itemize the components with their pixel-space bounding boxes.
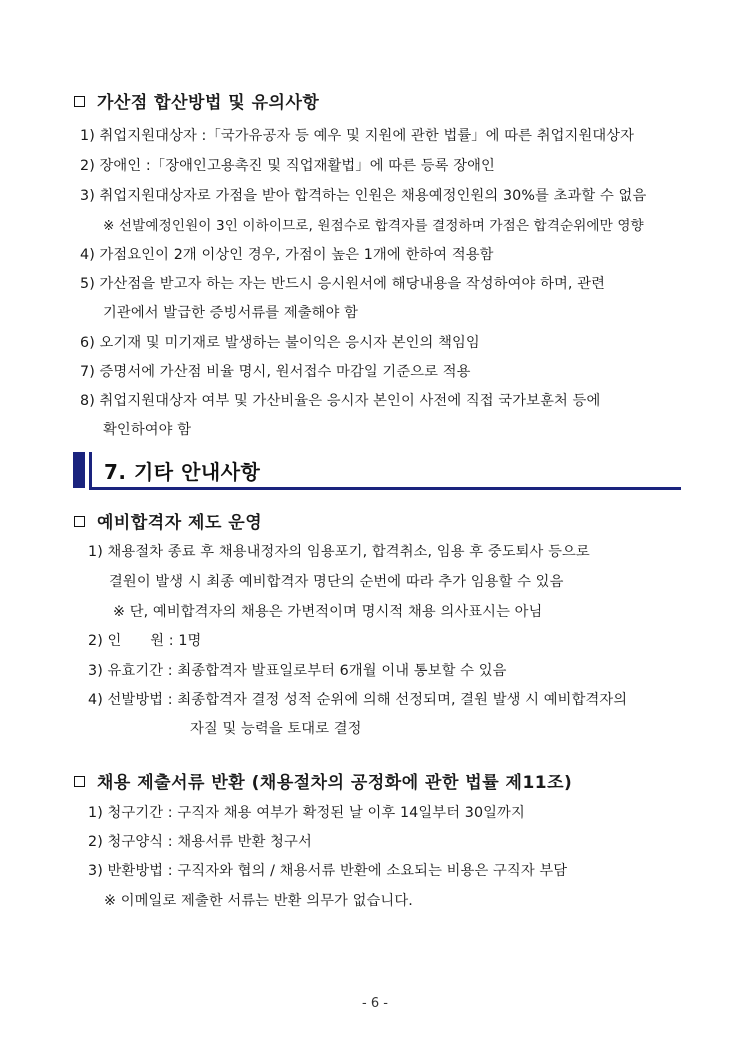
page-number: - 6 -	[362, 996, 388, 1011]
list-item: 1) 청구기간 : 구직자 채용 여부가 확정된 날 이후 14일부터 30일까지	[88, 805, 525, 821]
list-item-continuation: 결원이 발생 시 최종 예비합격자 명단의 순번에 따라 추가 임용할 수 있음	[109, 574, 564, 590]
checkbox-square-icon	[74, 96, 85, 107]
list-item-continuation: 확인하여야 함	[103, 422, 192, 438]
section-heading-bonus	[74, 88, 319, 113]
checkbox-square-icon	[74, 776, 85, 787]
list-item: 2) 장애인 :「장애인고용촉진 및 직업재활법」에 따른 등록 장애인	[80, 158, 495, 174]
checkbox-square-icon	[74, 516, 85, 527]
list-item: 2) 청구양식 : 채용서류 반환 청구서	[88, 834, 312, 850]
note-item: ※ 이메일로 제출한 서류는 반환 의무가 없습니다.	[104, 893, 413, 909]
list-item: 1) 채용절차 종료 후 채용내정자의 임용포기, 합격취소, 임용 후 중도퇴사 등으로	[88, 544, 590, 560]
heading-text: 예비합격자 제도 운영	[97, 513, 263, 533]
note-item: ※ 단, 예비합격자의 채용은 가변적이며 명시적 채용 의사표시는 아님	[113, 604, 543, 620]
section-title-7	[73, 452, 681, 490]
title-underline	[89, 487, 681, 490]
title-accent-line	[89, 452, 92, 488]
list-item: 3) 반환방법 : 구직자와 협의 / 채용서류 반환에 소요되는 비용은 구직자 부담	[88, 863, 568, 879]
list-item-continuation: 자질 및 능력을 토대로 결정	[190, 721, 362, 737]
list-item: 1) 취업지원대상자 :「국가유공자 등 예우 및 지원에 관한 법률」에 따른 취업지원대상자	[80, 128, 635, 144]
list-item: 5) 가산점을 받고자 하는 자는 반드시 응시원서에 해당내용을 작성하여야 하며, 관련	[80, 276, 606, 292]
list-item: 4) 가점요인이 2개 이상인 경우, 가점이 높은 1개에 한하여 적용함	[80, 247, 494, 263]
section-heading-reserve	[74, 508, 262, 533]
list-item: 6) 오기재 및 미기재로 발생하는 불이익은 응시자 본인의 책임임	[80, 335, 480, 351]
title-accent-bar	[73, 452, 85, 488]
heading-text: 가산점 합산방법 및 유의사항	[97, 93, 320, 113]
list-item: 8) 취업지원대상자 여부 및 가산비율은 응시자 본인이 사전에 직접 국가보훈처 등에	[80, 393, 601, 409]
note-item: ※ 선발예정인원이 3인 이하이므로, 원점수로 합격자를 결정하며 가점은 합격순위에만 영향	[103, 218, 644, 234]
list-item-continuation: 기관에서 발급한 증빙서류를 제출해야 함	[103, 305, 359, 321]
list-item: 4) 선발방법 : 최종합격자 결정 성적 순위에 의해 선정되며, 결원 발생 시 예비합격자의	[88, 692, 628, 708]
list-item: 3) 취업지원대상자로 가점을 받아 합격하는 인원은 채용예정인원의 30%를 초과할 수 없음	[80, 188, 647, 204]
list-item: 3) 유효기간 : 최종합격자 발표일로부터 6개월 이내 통보할 수 있음	[88, 663, 507, 679]
section-title-text: 7. 기타 안내사항	[104, 460, 261, 484]
list-item: 2) 인 원 : 1명	[88, 633, 202, 649]
list-item: 7) 증명서에 가산점 비율 명시, 원서접수 마감일 기준으로 적용	[80, 364, 471, 380]
heading-text: 채용 제출서류 반환 (채용절차의 공정화에 관한 법률 제11조)	[97, 773, 573, 793]
section-heading-return	[74, 768, 572, 793]
